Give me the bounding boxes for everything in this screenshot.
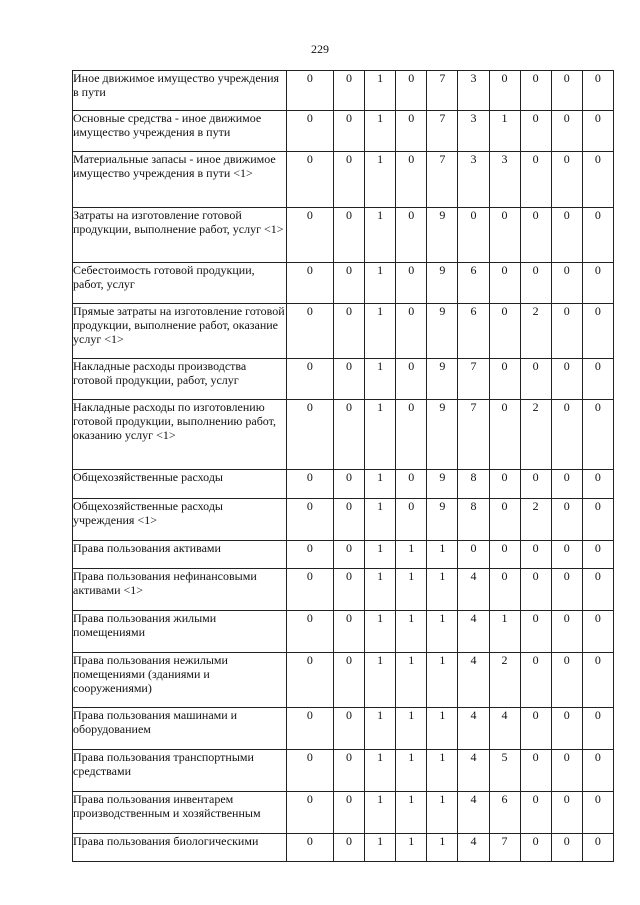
code-digit: 1: [396, 834, 427, 862]
code-digit: 0: [286, 834, 333, 862]
code-digit: 1: [365, 541, 396, 569]
code-digit: 0: [286, 400, 333, 470]
code-digit: 1: [365, 359, 396, 400]
code-digit: 0: [286, 708, 333, 750]
code-digit: 4: [489, 708, 520, 750]
code-digit: 0: [286, 359, 333, 400]
code-digit: 1: [365, 611, 396, 653]
code-digit: 1: [365, 653, 396, 708]
code-digit: 0: [582, 750, 613, 792]
code-digit: 6: [458, 304, 489, 359]
account-name: Права пользования биологическими: [73, 834, 287, 862]
table-row: [73, 470, 614, 499]
table-row: [73, 611, 614, 653]
code-digit: 0: [333, 208, 364, 263]
code-digit: 0: [582, 111, 613, 152]
code-digit: 0: [551, 653, 582, 708]
code-digit: 6: [458, 263, 489, 304]
code-digit: 0: [582, 152, 613, 208]
code-digit: 1: [396, 708, 427, 750]
code-digit: 0: [520, 208, 551, 263]
code-digit: 0: [582, 541, 613, 569]
code-digit: 1: [365, 750, 396, 792]
code-digit: 4: [458, 834, 489, 862]
table-row: [73, 111, 614, 152]
code-digit: 1: [365, 569, 396, 611]
code-digit: 0: [333, 499, 364, 541]
table-row: [73, 208, 614, 263]
code-digit: 0: [489, 470, 520, 499]
code-digit: 0: [396, 304, 427, 359]
code-digit: 0: [582, 499, 613, 541]
table-row: [73, 569, 614, 611]
code-digit: 0: [286, 569, 333, 611]
code-digit: 0: [333, 569, 364, 611]
account-name: Права пользования активами: [73, 541, 287, 569]
code-digit: 7: [458, 359, 489, 400]
code-digit: 3: [458, 111, 489, 152]
code-digit: 0: [489, 263, 520, 304]
code-digit: 0: [520, 792, 551, 834]
code-digit: 0: [333, 152, 364, 208]
code-digit: 0: [396, 263, 427, 304]
account-name: Прямые затраты на изготовление готовой продукции, выполнение работ, оказание услуг <1>: [73, 304, 287, 359]
code-digit: 6: [489, 792, 520, 834]
code-digit: 0: [396, 359, 427, 400]
code-digit: 0: [582, 611, 613, 653]
code-digit: 0: [396, 499, 427, 541]
code-digit: 1: [365, 470, 396, 499]
code-digit: 9: [427, 470, 458, 499]
code-digit: 0: [551, 834, 582, 862]
code-digit: 0: [520, 111, 551, 152]
account-name: Права пользования жилыми помещениями: [73, 611, 287, 653]
account-name: Иное движимое имущество учреждения в пути: [73, 71, 287, 111]
code-digit: 1: [365, 400, 396, 470]
code-digit: 7: [427, 71, 458, 111]
code-digit: 9: [427, 263, 458, 304]
code-digit: 0: [551, 750, 582, 792]
code-digit: 0: [286, 71, 333, 111]
code-digit: 9: [427, 208, 458, 263]
code-digit: 0: [551, 569, 582, 611]
code-digit: 0: [520, 359, 551, 400]
code-digit: 0: [551, 359, 582, 400]
code-digit: 9: [427, 400, 458, 470]
code-digit: 0: [582, 653, 613, 708]
code-digit: 0: [333, 792, 364, 834]
code-digit: 1: [365, 792, 396, 834]
code-digit: 0: [333, 708, 364, 750]
code-digit: 0: [333, 400, 364, 470]
code-digit: 0: [520, 470, 551, 499]
table-row: [73, 263, 614, 304]
account-name: Права пользования нежилыми помещениями (зданиями и сооружениями): [73, 653, 287, 708]
code-digit: 0: [396, 152, 427, 208]
code-digit: 7: [427, 152, 458, 208]
code-digit: 0: [582, 263, 613, 304]
table-row: [73, 708, 614, 750]
code-digit: 3: [458, 152, 489, 208]
code-digit: 1: [365, 304, 396, 359]
code-digit: 0: [333, 71, 364, 111]
code-digit: 1: [365, 834, 396, 862]
code-digit: 1: [365, 708, 396, 750]
code-digit: 5: [489, 750, 520, 792]
code-digit: 4: [458, 708, 489, 750]
code-digit: 0: [333, 470, 364, 499]
code-digit: 1: [365, 71, 396, 111]
code-digit: 0: [333, 611, 364, 653]
code-digit: 0: [286, 611, 333, 653]
code-digit: 4: [458, 750, 489, 792]
code-digit: 0: [582, 208, 613, 263]
account-name: Себестоимость готовой продукции, работ, услуг: [73, 263, 287, 304]
account-name: Затраты на изготовление готовой продукции, выполнение работ, услуг <1>: [73, 208, 287, 263]
table-row: [73, 400, 614, 470]
account-name: Основные средства - иное движимое имущество учреждения в пути: [73, 111, 287, 152]
account-name: Права пользования машинами и оборудованием: [73, 708, 287, 750]
account-name: Права пользования транспортными средствами: [73, 750, 287, 792]
account-name: Материальные запасы - иное движимое имущество учреждения в пути <1>: [73, 152, 287, 208]
code-digit: 0: [286, 792, 333, 834]
account-name: Общехозяйственные расходы учреждения <1>: [73, 499, 287, 541]
code-digit: 0: [520, 569, 551, 611]
page-number: 229: [311, 42, 329, 56]
code-digit: 1: [427, 541, 458, 569]
code-digit: 1: [427, 569, 458, 611]
code-digit: 0: [582, 569, 613, 611]
code-digit: 0: [551, 470, 582, 499]
table-row: [73, 834, 614, 862]
code-digit: 0: [520, 708, 551, 750]
table-row: [73, 750, 614, 792]
code-digit: 0: [333, 834, 364, 862]
code-digit: 1: [489, 611, 520, 653]
code-digit: 1: [365, 208, 396, 263]
code-digit: 0: [520, 611, 551, 653]
code-digit: 0: [333, 263, 364, 304]
code-digit: 0: [551, 152, 582, 208]
code-digit: 1: [365, 263, 396, 304]
code-digit: 0: [551, 400, 582, 470]
code-digit: 0: [396, 111, 427, 152]
code-digit: 4: [458, 792, 489, 834]
code-digit: 2: [489, 653, 520, 708]
code-digit: 0: [582, 304, 613, 359]
code-digit: 2: [520, 400, 551, 470]
code-digit: 0: [333, 653, 364, 708]
code-digit: 0: [286, 470, 333, 499]
code-digit: 0: [286, 499, 333, 541]
code-digit: 0: [582, 470, 613, 499]
code-digit: 0: [551, 792, 582, 834]
code-digit: 1: [396, 611, 427, 653]
code-digit: 0: [286, 152, 333, 208]
code-digit: 0: [396, 470, 427, 499]
code-digit: 0: [286, 304, 333, 359]
code-digit: 0: [286, 208, 333, 263]
account-name: Права пользования инвентарем производственным и хозяйственным: [73, 792, 287, 834]
code-digit: 0: [551, 111, 582, 152]
code-digit: 1: [365, 152, 396, 208]
code-digit: 0: [551, 208, 582, 263]
code-digit: 9: [427, 359, 458, 400]
account-name: Общехозяйственные расходы: [73, 470, 287, 499]
code-digit: 1: [396, 541, 427, 569]
code-digit: 1: [427, 708, 458, 750]
code-digit: 0: [551, 499, 582, 541]
code-digit: 1: [427, 653, 458, 708]
code-digit: 0: [286, 263, 333, 304]
code-digit: 0: [582, 708, 613, 750]
code-digit: 0: [520, 834, 551, 862]
code-digit: 0: [520, 263, 551, 304]
code-digit: 3: [489, 152, 520, 208]
code-digit: 0: [582, 792, 613, 834]
code-digit: 1: [396, 750, 427, 792]
code-digit: 0: [333, 304, 364, 359]
code-digit: 4: [458, 653, 489, 708]
code-digit: 4: [458, 611, 489, 653]
code-digit: 0: [458, 208, 489, 263]
code-digit: 0: [286, 750, 333, 792]
code-digit: 0: [286, 541, 333, 569]
code-digit: 0: [582, 834, 613, 862]
code-digit: 0: [489, 359, 520, 400]
code-digit: 0: [333, 750, 364, 792]
table-row: [73, 304, 614, 359]
code-digit: 0: [551, 304, 582, 359]
table-row: [73, 792, 614, 834]
code-digit: 0: [286, 653, 333, 708]
code-digit: 0: [551, 71, 582, 111]
code-digit: 1: [427, 611, 458, 653]
code-digit: 0: [333, 541, 364, 569]
code-digit: 1: [427, 834, 458, 862]
code-digit: 0: [489, 569, 520, 611]
code-digit: 0: [489, 71, 520, 111]
code-digit: 1: [396, 792, 427, 834]
code-digit: 1: [396, 653, 427, 708]
code-digit: 0: [489, 400, 520, 470]
code-digit: 1: [396, 569, 427, 611]
code-digit: 0: [520, 152, 551, 208]
code-digit: 1: [365, 499, 396, 541]
code-digit: 0: [520, 71, 551, 111]
code-digit: 0: [396, 400, 427, 470]
code-digit: 0: [582, 359, 613, 400]
code-digit: 0: [520, 541, 551, 569]
code-digit: 1: [365, 111, 396, 152]
code-digit: 7: [489, 834, 520, 862]
code-digit: 0: [489, 208, 520, 263]
code-digit: 0: [489, 304, 520, 359]
table-row: [73, 359, 614, 400]
code-digit: 0: [458, 541, 489, 569]
code-digit: 0: [489, 499, 520, 541]
code-digit: 9: [427, 304, 458, 359]
code-digit: 1: [427, 792, 458, 834]
code-digit: 0: [582, 400, 613, 470]
account-name: Накладные расходы производства готовой продукции, работ, услуг: [73, 359, 287, 400]
code-digit: 2: [520, 304, 551, 359]
account-name: Накладные расходы по изготовлению готовой продукции, выполнению работ, оказанию услуг <1>: [73, 400, 287, 470]
code-digit: 8: [458, 470, 489, 499]
code-digit: 0: [551, 263, 582, 304]
table-body: [73, 71, 614, 862]
code-digit: 0: [551, 541, 582, 569]
code-digit: 0: [396, 208, 427, 263]
code-digit: 9: [427, 499, 458, 541]
table-row: [73, 541, 614, 569]
account-code-table: [72, 70, 614, 862]
code-digit: 0: [520, 750, 551, 792]
code-digit: 7: [458, 400, 489, 470]
code-digit: 7: [427, 111, 458, 152]
code-digit: 1: [489, 111, 520, 152]
table-row: [73, 499, 614, 541]
code-digit: 1: [427, 750, 458, 792]
code-digit: 0: [551, 611, 582, 653]
code-digit: 0: [333, 359, 364, 400]
table-row: [73, 71, 614, 111]
code-digit: 0: [396, 71, 427, 111]
code-digit: 0: [551, 708, 582, 750]
code-digit: 2: [520, 499, 551, 541]
code-digit: 8: [458, 499, 489, 541]
code-digit: 3: [458, 71, 489, 111]
code-digit: 0: [520, 653, 551, 708]
code-digit: 0: [286, 111, 333, 152]
code-digit: 0: [489, 541, 520, 569]
table-row: [73, 653, 614, 708]
code-digit: 0: [333, 111, 364, 152]
table-row: [73, 152, 614, 208]
code-digit: 0: [582, 71, 613, 111]
account-name: Права пользования нефинансовыми активами <1>: [73, 569, 287, 611]
code-digit: 4: [458, 569, 489, 611]
